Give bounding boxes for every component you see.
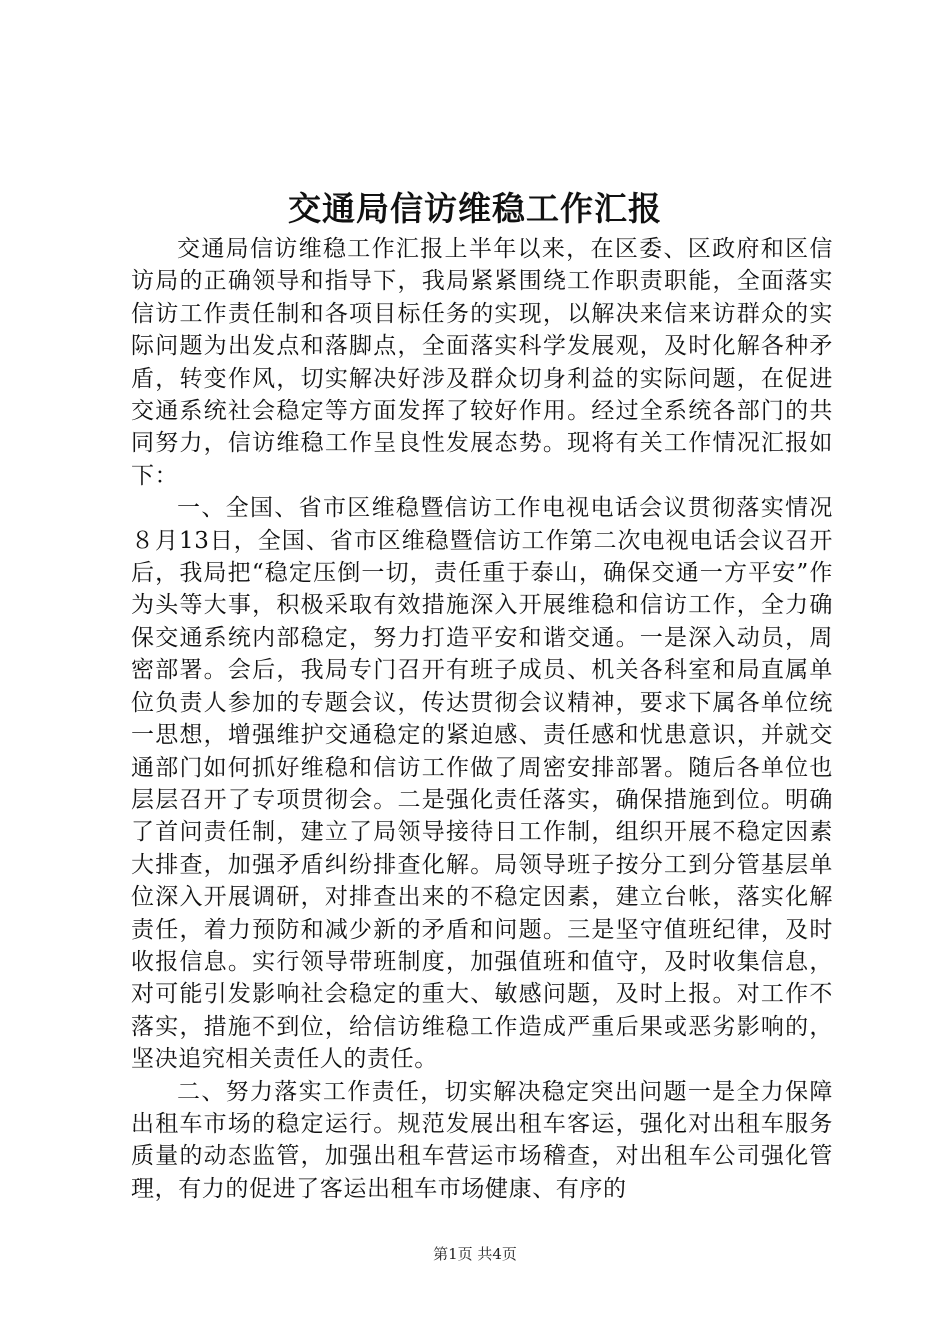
paragraph-section-1: 一、全国、省市区维稳暨信访工作电视电话会议贯彻落实情况８月13日，全国、省市区维稳暨信访工作第二次电视电话会议召开后，我局把“稳定压倒一切，责任重于泰山，确保交通一方平安”作为头等大事，积极采取有效措施深入开展维稳和信访工作，全力确保交通系统内部稳定，努力打造平安和谐交通。一是深入动员，周密部署。会后，我局专门召开有班子成员、机关各科室和局直属单位负责人参加的专题会议，传达贯彻会议精神，要求下属各单位统一思想，增强维护交通稳定的紧迫感、责任感和忧患意识，并就交通部门如何抓好维稳和信访工作做了周密安排部署。随后各单位也层层召开了专项贯彻会。二是强化责任落实，确保措施到位。明确了首问责任制，建立了局领导接待日工作制，组织开展不稳定因素大排查，加强矛盾纠纷排查化解。局领导班子按分工到分管基层单位深入开展调研，对排查出来的不稳定因素，建立台帐，落实化解责任，着力预防和减少新的矛盾和问题。三是坚守值班纪律，及时收报信息。实行领导带班制度，加强值班和值守，及时收集信息，对可能引发影响社会稳定的重大、敏感问题，及时上报。对工作不落实，措施不到位，给信访维稳工作造成严重后果或恶劣影响的，坚决追究相关责任人的责任。 xyxy=(131,495,833,1073)
paragraph-intro: 交通局信访维稳工作汇报上半年以来，在区委、区政府和区信访局的正确领导和指导下，我局紧紧围绕工作职责职能，全面落实信访工作责任制和各项目标任务的实现，以解决来信来访群众的实际问题为出发点和落脚点，全面落实科学发展观，及时化解各种矛盾，转变作风，切实解决好涉及群众切身利益的实际问题，在促进交通系统社会稳定等方面发挥了较好作用。经过全系统各部门的共同努力，信访维稳工作呈良性发展态势。现将有关工作情况汇报如下： xyxy=(131,236,833,489)
document-body xyxy=(131,233,833,1205)
paragraph-section-2: 二、努力落实工作责任，切实解决稳定突出问题一是全力保障出租车市场的稳定运行。规范发展出租车客运，强化对出租车服务质量的动态监管，加强出租车营运市场稽查，对出租车公司强化管理，有力的促进了客运出租车市场健康、有序的 xyxy=(131,1078,833,1202)
page-number-footer: 第1页 共4页 xyxy=(433,1245,517,1263)
document-title: 交通局信访维稳工作汇报 xyxy=(288,189,662,228)
